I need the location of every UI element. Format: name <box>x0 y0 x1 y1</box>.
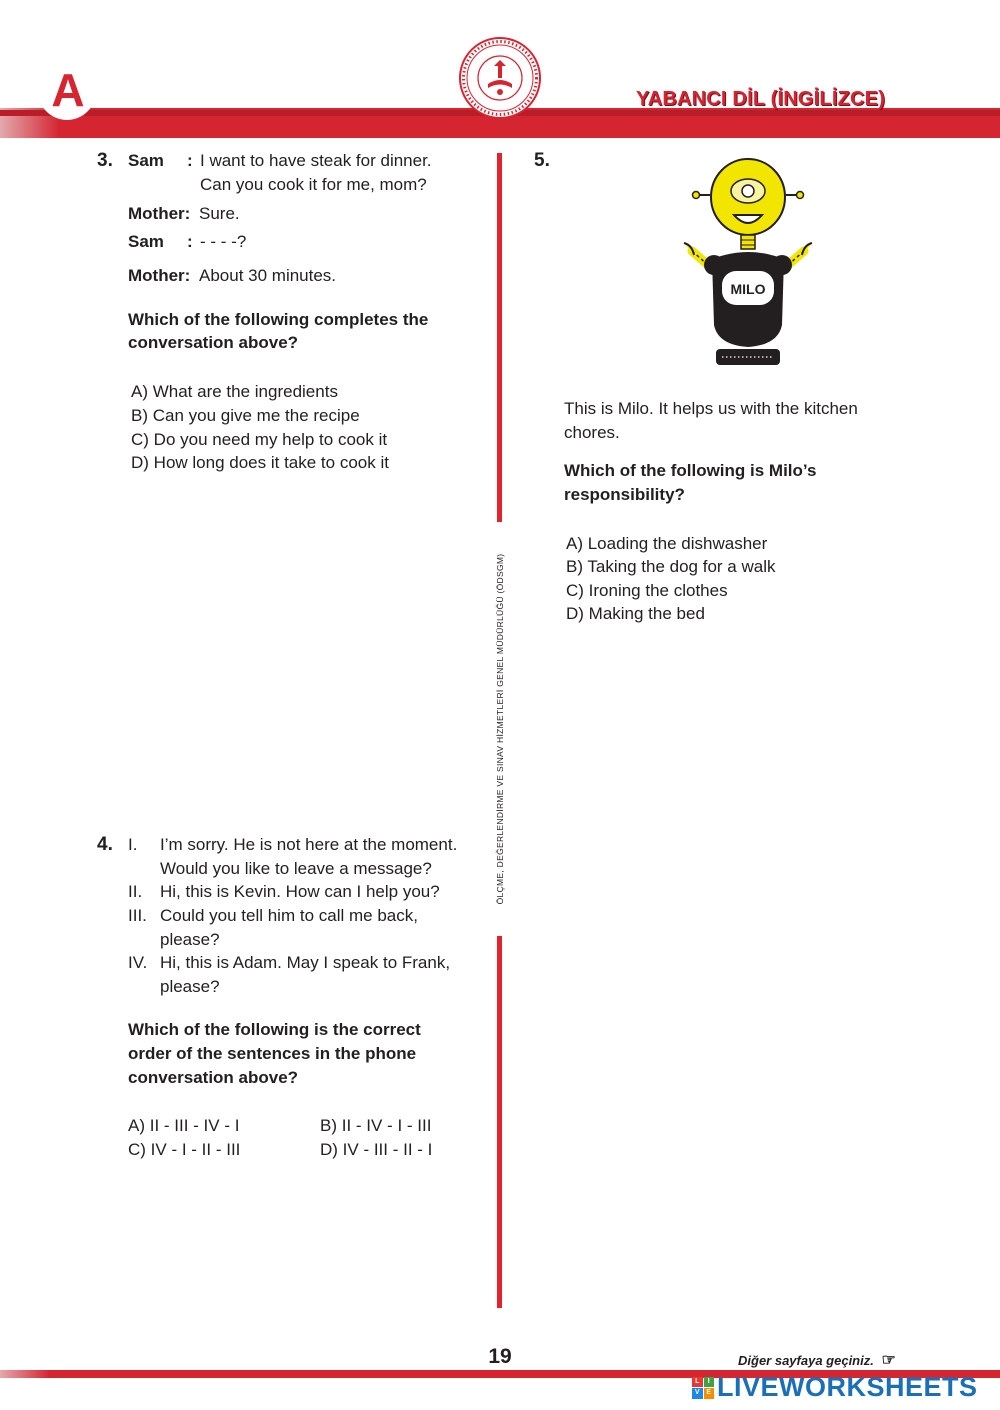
q3-sep: : <box>187 232 193 251</box>
q4-sentence: please? <box>160 930 220 949</box>
ministry-seal-icon <box>458 36 542 120</box>
next-page-text: Diğer sayfaya geçiniz. <box>738 1353 874 1368</box>
brand-text: LIVEWORKSHEETS <box>717 1372 978 1402</box>
milo-robot-illustration <box>678 155 818 375</box>
q3-speaker: Sam <box>128 151 164 170</box>
booklet-letter: A <box>51 64 85 116</box>
q3-number: 3. <box>97 150 113 171</box>
q5-prompt: Which of the following is Milo’s <box>564 461 817 480</box>
q4-sentence: please? <box>160 977 220 996</box>
q3-sep: : <box>187 151 193 170</box>
q4-prompt: conversation above? <box>128 1068 299 1087</box>
q4-option-c[interactable]: C) IV - I - II - III <box>128 1140 241 1159</box>
q4-roman: III. <box>128 906 147 925</box>
q3-option-a[interactable]: A) What are the ingredients <box>131 382 338 401</box>
q4-prompt: Which of the following is the correct <box>128 1020 421 1039</box>
liveworksheets-logo[interactable] <box>692 1372 978 1403</box>
q3-prompt: conversation above? <box>128 333 299 352</box>
q4-sentence: Would you like to leave a message? <box>160 859 432 878</box>
q3-speaker: Mother: <box>128 204 191 223</box>
q5-option-a[interactable]: A) Loading the dishwasher <box>566 534 768 553</box>
robot-label: MILO <box>730 281 766 297</box>
q4-number: 4. <box>97 834 113 855</box>
q4-option-a[interactable]: A) II - III - IV - I <box>128 1116 240 1135</box>
q5-description: chores. <box>564 423 620 442</box>
vertical-note: ÖLÇME, DEĞERLENDİRME VE SINAV HİZMETLERİ GENEL MÜDÜRLÜĞÜ (ÖDSGM) <box>495 553 505 905</box>
q3-prompt: Which of the following completes the <box>128 310 429 329</box>
page-number: 19 <box>488 1345 512 1368</box>
q5-option-b[interactable]: B) Taking the dog for a walk <box>566 557 776 576</box>
q3-line: I want to have steak for dinner. <box>200 151 432 170</box>
q3-speaker: Mother: <box>128 266 191 285</box>
q4-roman: IV. <box>128 953 148 972</box>
q5-option-d[interactable]: D) Making the bed <box>566 604 705 623</box>
q4-sentence: Hi, this is Adam. May I speak to Frank, <box>160 953 451 972</box>
q3-option-d[interactable]: D) How long does it take to cook it <box>131 453 389 472</box>
q4-option-d[interactable]: D) IV - III - II - I <box>320 1140 433 1159</box>
q3-line: Sure. <box>199 204 240 223</box>
q4-sentence: Hi, this is Kevin. How can I help you? <box>160 882 440 901</box>
q3-line: About 30 minutes. <box>199 266 337 285</box>
q5-prompt: responsibility? <box>564 485 685 504</box>
q4-sentence: I’m sorry. He is not here at the moment. <box>160 835 458 854</box>
next-page-note <box>738 1350 896 1370</box>
subject-title: YABANCI DİL (İNGİLİZCE) <box>636 88 886 110</box>
q4-sentence: Could you tell him to call me back, <box>160 906 418 925</box>
q4-roman: I. <box>128 835 138 854</box>
q3-option-b[interactable]: B) Can you give me the recipe <box>131 406 360 425</box>
q4-prompt: order of the sentences in the phone <box>128 1044 417 1063</box>
q4-roman: II. <box>128 882 143 901</box>
logo-grid-icon: L I V E <box>692 1377 714 1399</box>
pointing-hand-icon: ☞ <box>881 1352 896 1369</box>
q3-option-c[interactable]: C) Do you need my help to cook it <box>131 430 388 449</box>
q5-number: 5. <box>534 150 550 171</box>
q4-option-b[interactable]: B) II - IV - I - III <box>320 1116 432 1135</box>
q3-line: - - - -? <box>200 232 247 251</box>
q5-description: This is Milo. It helps us with the kitchen <box>564 399 858 418</box>
q3-line: Can you cook it for me, mom? <box>200 175 427 194</box>
q3-speaker: Sam <box>128 232 164 251</box>
q5-option-c[interactable]: C) Ironing the clothes <box>566 581 728 600</box>
